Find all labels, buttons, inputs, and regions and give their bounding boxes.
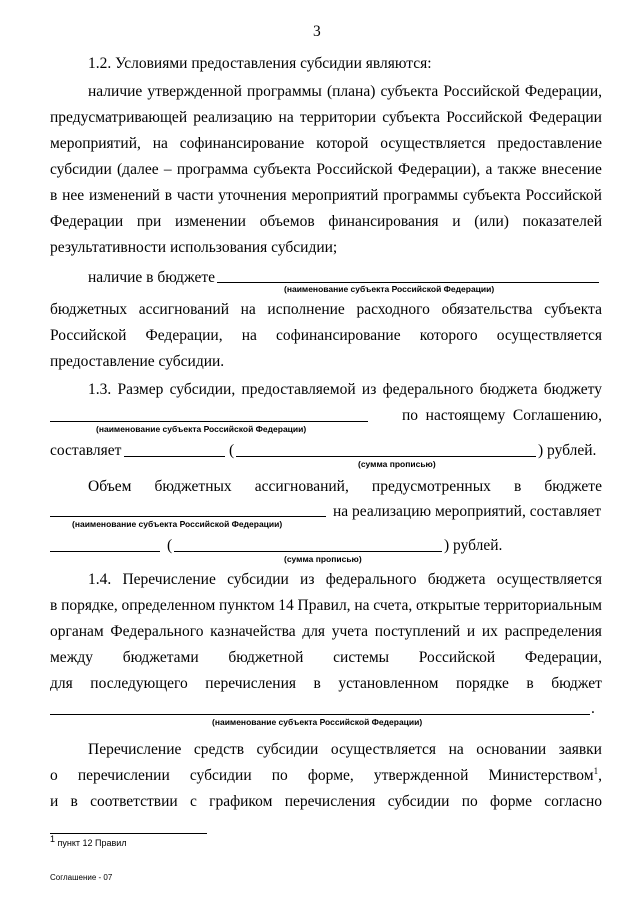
- word: по: [461, 793, 478, 810]
- word: Перечисление: [122, 571, 216, 588]
- p15-line-3: [50, 792, 602, 812]
- word: для: [50, 675, 73, 692]
- word: в: [313, 675, 321, 692]
- word: Федерации: [50, 213, 124, 230]
- word: установленном: [338, 675, 439, 692]
- word: субсидии: [50, 161, 112, 178]
- p14-line-4: [50, 648, 602, 668]
- word: по: [402, 407, 419, 424]
- word: в: [50, 187, 58, 204]
- word: утвержденной: [147, 83, 242, 100]
- word: нее: [62, 187, 85, 204]
- word: в: [513, 478, 522, 495]
- allocation-budget-caption: (наименование субъекта Российской Федерации): [72, 519, 283, 529]
- word: на: [240, 301, 256, 318]
- word: субсидии: [387, 793, 450, 810]
- p12-line-2: [50, 108, 602, 128]
- word: предусматривающей: [50, 109, 188, 126]
- word: из: [300, 571, 315, 588]
- word: на: [152, 135, 168, 152]
- word: осуществляется: [380, 135, 486, 152]
- word: осуществляется: [330, 741, 437, 758]
- word: органам: [50, 623, 104, 640]
- word: внесение: [541, 161, 602, 178]
- word: 1.3.: [88, 381, 112, 398]
- word: Российской: [443, 83, 520, 100]
- allocation-digits-blank: [50, 551, 160, 552]
- word: Федерации: [528, 109, 602, 126]
- word: 1.4.: [88, 571, 112, 588]
- word: расходного: [356, 301, 430, 318]
- word: федерального: [382, 381, 474, 398]
- word: Федерации),: [397, 161, 481, 178]
- word: Соглашению,: [512, 407, 602, 424]
- word: Федерального: [110, 623, 204, 640]
- p14-line-2: [50, 596, 602, 616]
- word: на: [354, 597, 370, 614]
- word: наличие: [88, 83, 143, 100]
- p12-line-3: [50, 134, 602, 154]
- p13-line-2-tail: [402, 406, 602, 426]
- footnote: 1 пункт 12 Правил: [50, 834, 127, 848]
- word: в: [526, 675, 534, 692]
- word: между: [50, 649, 94, 666]
- amount-words-caption: (сумма прописью): [358, 459, 436, 469]
- allocation-words-caption: (сумма прописью): [284, 554, 362, 564]
- p12-line-10: предоставление субсидии.: [50, 353, 225, 370]
- word: заявки: [558, 741, 602, 758]
- allocation-budget-blank: [50, 516, 326, 517]
- word: предусмотренных: [371, 478, 491, 495]
- word: софинансирование: [179, 135, 305, 152]
- p12-line-9: [50, 326, 602, 346]
- p14-line-5: [50, 674, 602, 694]
- word: бюджетной: [228, 649, 304, 666]
- word: программы: [383, 187, 459, 204]
- amount-paren-open: (: [229, 442, 235, 459]
- word: Российской: [50, 327, 127, 344]
- word: форме: [490, 793, 532, 810]
- amount-rubles: ) рублей.: [538, 442, 597, 459]
- word: программы: [247, 83, 322, 100]
- word: предоставляемой: [241, 381, 356, 398]
- word: мероприятий,: [50, 135, 141, 152]
- word: последующего: [90, 675, 188, 692]
- word: Размер: [117, 381, 164, 398]
- word: осуществляется: [496, 327, 602, 344]
- word: (далее: [117, 161, 159, 178]
- word: бюджете: [544, 478, 602, 495]
- word: обязательства: [441, 301, 533, 318]
- word: на: [448, 741, 464, 758]
- word: субъекта: [544, 301, 602, 318]
- word: порядке,: [61, 597, 118, 614]
- word: уточнения: [218, 187, 287, 204]
- word: Российской: [316, 161, 393, 178]
- recipient-budget-blank: [50, 421, 368, 422]
- word: территории: [299, 109, 377, 126]
- word: при: [136, 213, 162, 230]
- word: открытые: [415, 597, 481, 614]
- transfer-budget-caption: (наименование субъекта Российской Федерации): [212, 717, 423, 727]
- word: субсидии: [227, 571, 289, 588]
- p15-line-1: [88, 740, 602, 760]
- word: для: [302, 623, 326, 640]
- word: средств: [193, 741, 245, 758]
- word: Федерации,: [524, 83, 602, 100]
- budget-name-blank: [217, 282, 599, 283]
- word: софинансирование: [276, 327, 401, 344]
- page-number: 3: [313, 23, 321, 40]
- word: пунктом: [219, 597, 275, 614]
- word: определенном: [121, 597, 216, 614]
- word: Российской: [525, 187, 602, 204]
- word: ассигнований,: [254, 478, 349, 495]
- word: изменений: [88, 187, 160, 204]
- p12-line-1: [88, 82, 602, 102]
- word: в: [70, 793, 78, 810]
- word: субъекта: [382, 109, 440, 126]
- word: субъекта: [462, 187, 521, 204]
- p14-line-3: [50, 622, 602, 642]
- word: субсидии,: [169, 381, 236, 398]
- word: также: [497, 161, 537, 178]
- p12-line-6: [50, 212, 602, 232]
- word: (или): [474, 213, 509, 230]
- word: бюджета: [479, 381, 538, 398]
- word: бюджет: [551, 675, 602, 692]
- word: осуществляется: [496, 571, 602, 588]
- p13-line-1: [88, 380, 602, 400]
- word: с: [189, 793, 197, 810]
- word: части: [176, 187, 214, 204]
- word: в: [50, 597, 58, 614]
- budget-label: наличие в бюджете: [88, 269, 215, 286]
- word: согласно: [544, 793, 602, 810]
- p12-line-7: результативности использования субсидии;: [50, 239, 338, 256]
- p13-line-4-tail: на реализацию мероприятий, составляет: [333, 503, 602, 520]
- word: субсидии: [256, 741, 319, 758]
- word: которого: [419, 327, 478, 344]
- word: поступлений: [374, 623, 461, 640]
- word: учета: [331, 623, 369, 640]
- p12-line-8: [50, 300, 602, 320]
- word: на: [278, 109, 294, 126]
- word: Российской: [418, 649, 496, 666]
- word: Российской: [446, 109, 523, 126]
- word: а: [485, 161, 493, 178]
- word: объемов: [259, 213, 315, 230]
- word: и: [50, 793, 59, 810]
- word: казначейства: [210, 623, 296, 640]
- footnote-ref: 1: [593, 765, 599, 776]
- word: федерального: [325, 571, 417, 588]
- ministry-with-footnote: Министерством$^1$,: [488, 765, 602, 784]
- word: Правил,: [297, 597, 351, 614]
- word: бюджетных: [50, 301, 128, 318]
- word: распределения: [504, 623, 602, 640]
- budget-name-caption: (наименование субъекта Российской Федерации): [284, 284, 495, 294]
- word: бюджетных: [154, 478, 232, 495]
- word: на: [241, 327, 257, 344]
- word: 14: [278, 597, 294, 614]
- word: соответствии: [90, 793, 178, 810]
- word: бюджета: [427, 571, 486, 588]
- transfer-budget-blank: [50, 714, 590, 715]
- word: Перечисление: [88, 741, 182, 758]
- word: Федерации,: [524, 649, 602, 666]
- p12-line-5: [50, 186, 602, 206]
- word: изменении: [174, 213, 246, 230]
- word: реализацию: [193, 109, 273, 126]
- p13-line-3: [88, 477, 602, 497]
- word: системы: [333, 649, 390, 666]
- footer-label: Соглашение - 07: [50, 873, 113, 882]
- word: субъекта: [253, 161, 312, 178]
- word: предоставление: [497, 135, 602, 152]
- word: графиком: [209, 793, 273, 810]
- word: Объем: [88, 478, 132, 495]
- word: мероприятий: [291, 187, 379, 204]
- amount-digits-blank: [124, 456, 225, 457]
- word: перечисления: [205, 675, 297, 692]
- word: бюджетами: [122, 649, 199, 666]
- word: –: [163, 161, 172, 178]
- allocation-words-blank: [174, 551, 442, 552]
- word: финансирования: [328, 213, 439, 230]
- word: бюджету: [543, 381, 602, 398]
- word: которой: [316, 135, 369, 152]
- word: счета,: [373, 597, 413, 614]
- p14-line-1: [88, 570, 602, 590]
- word: из: [361, 381, 377, 398]
- word: программа: [176, 161, 249, 178]
- word: их: [481, 623, 498, 640]
- recipient-budget-caption: (наименование субъекта Российской Федерации): [96, 424, 307, 434]
- word: субъекта: [380, 83, 439, 100]
- word: исполнение: [267, 301, 345, 318]
- word: порядке: [456, 675, 509, 692]
- footnote-separator: [50, 833, 207, 834]
- word: территориальным: [483, 597, 602, 614]
- section-1-2-heading: 1.2. Условиями предоставления субсидии являются:: [88, 55, 432, 72]
- p12-line-4: [50, 160, 602, 180]
- word: Федерации,: [145, 327, 223, 344]
- word: и: [466, 623, 476, 640]
- word: основании: [476, 741, 547, 758]
- amount-words-blank: [236, 456, 536, 457]
- amount-label: составляет: [50, 442, 122, 459]
- word: показателей: [522, 213, 602, 230]
- transfer-budget-dot: .: [591, 700, 595, 717]
- p15-line-2: о перечислении субсидии по форме, утвержденной Министерством$^1$,: [50, 765, 602, 784]
- allocation-paren-open: (: [167, 537, 173, 554]
- word: и: [452, 213, 461, 230]
- word: настоящему: [425, 407, 506, 424]
- word: (плана): [326, 83, 376, 100]
- word: перечисления: [284, 793, 376, 810]
- word: в: [164, 187, 173, 204]
- allocation-rubles: ) рублей.: [444, 537, 503, 554]
- word: ассигнований: [138, 301, 230, 318]
